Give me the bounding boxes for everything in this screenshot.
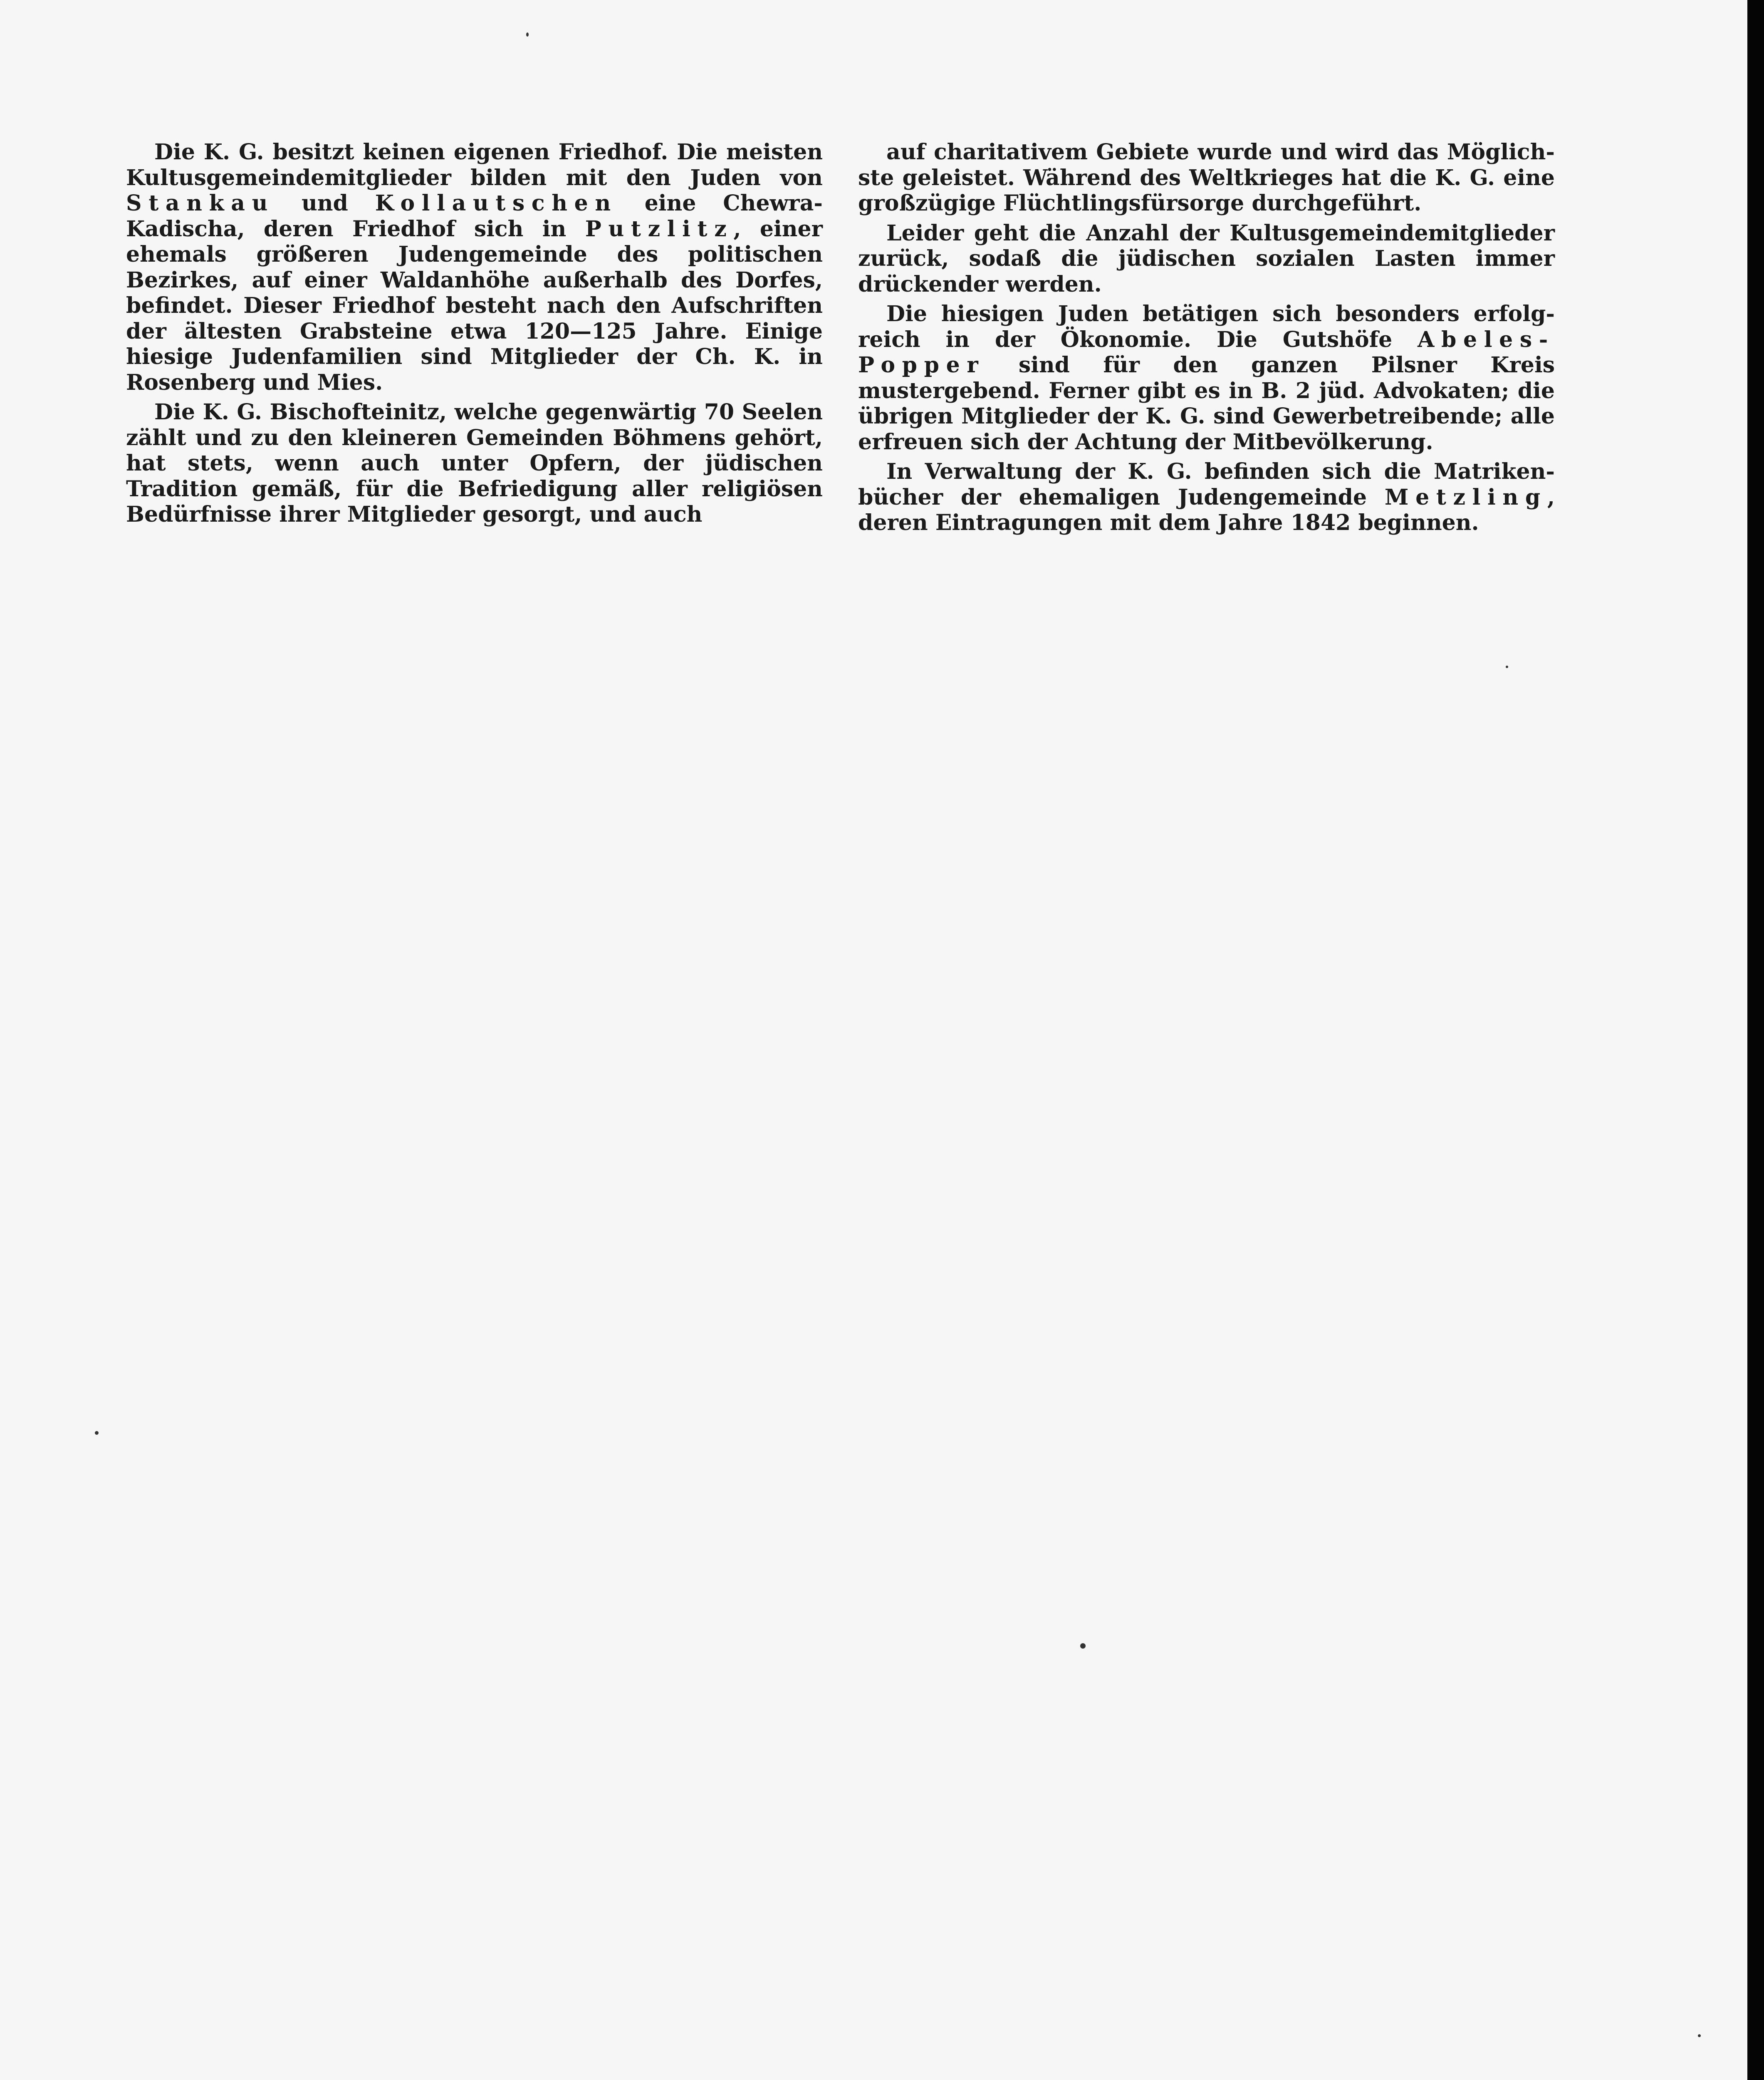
paragraph-economy [858, 301, 1555, 455]
place-metzling: Metzling [1384, 484, 1547, 510]
dust-speck [526, 32, 529, 37]
dust-speck [1080, 1643, 1086, 1649]
place-stankau: Stankau [126, 191, 275, 216]
paragraph-charity: auf charitativem Gebiete wurde und wird das Möglichste geleistet. Während des Weltkrieges hat die K. G. eine großzügige Flüchtlingsfürsorge durchgeführt. [858, 139, 1555, 216]
scan-border [1747, 0, 1764, 2080]
dust-speck [95, 1431, 99, 1435]
registers-text-2: , deren Eintragungen mit dem Jahre 1842 beginnen. [858, 484, 1555, 535]
paragraph-registers [858, 459, 1555, 536]
right-text-column [858, 139, 1555, 540]
place-putzlitz: Putzlitz [585, 216, 734, 242]
paragraph-cemetery [126, 139, 823, 395]
paragraph-decline: Leider geht die Anzahl der Kultusgemeindemitglieder zurück, sodaß die jüdischen sozialen Lasten immer drückender werden. [858, 220, 1555, 297]
left-text-column [126, 139, 823, 532]
registers-text-1: In Verwaltung der K. G. befinden sich die Matrikenbücher der ehemaligen Judengemeinde [858, 459, 1555, 510]
cemetery-text-4: , einer ehemals größeren Judengemeinde des politischen Bezirkes, auf einer Waldanhöhe außerhalb des Dorfes, befindet. Dieser Friedhof besteht nach den Aufschriften der ältesten Grabsteine etwa 120—125 Jahre. Einige hiesige Judenfamilien sind Mitglieder der Ch. K. in Rosenberg und Mies. [126, 216, 823, 395]
paragraph-community: Die K. G. Bischofteinitz, welche gegenwärtig 70 Seelen zählt und zu den kleineren Gemeinden Böhmens gehört, hat stets, wenn auch unter Opfern, der jüdischen Tradition gemäß, für die Befriedigung aller religiösen Bedürfnisse ihrer Mitglieder gesorgt, und auch [126, 399, 823, 527]
dust-speck [1506, 666, 1508, 668]
economy-text-2: sind für den ganzen Pilsner Kreis mustergebend. Ferner gibt es in B. 2 jüd. Advokaten; die übrigen Mitglieder der K. G. sind Gewerbetreibende; alle erfreuen sich der Achtung der Mitbevölkerung. [858, 352, 1555, 455]
name-abeles-popper: Abeles-Popper [858, 327, 1555, 378]
economy-text-1: Die hiesigen Juden betätigen sich besonders erfolgreich in der Ökonomie. Die Gutshöfe [858, 301, 1555, 352]
cemetery-text-3: eine Chewra-Kadischa, deren Friedhof sich in [126, 191, 823, 242]
cemetery-text-2: und [275, 191, 375, 216]
cemetery-text-1: Die K. G. besitzt keinen eigenen Friedhof. Die meisten Kultusgemeindemitglieder bilden mit den Juden von [126, 139, 823, 191]
place-kollautschen: Kollautschen [375, 191, 618, 216]
dust-speck [1698, 2034, 1701, 2037]
